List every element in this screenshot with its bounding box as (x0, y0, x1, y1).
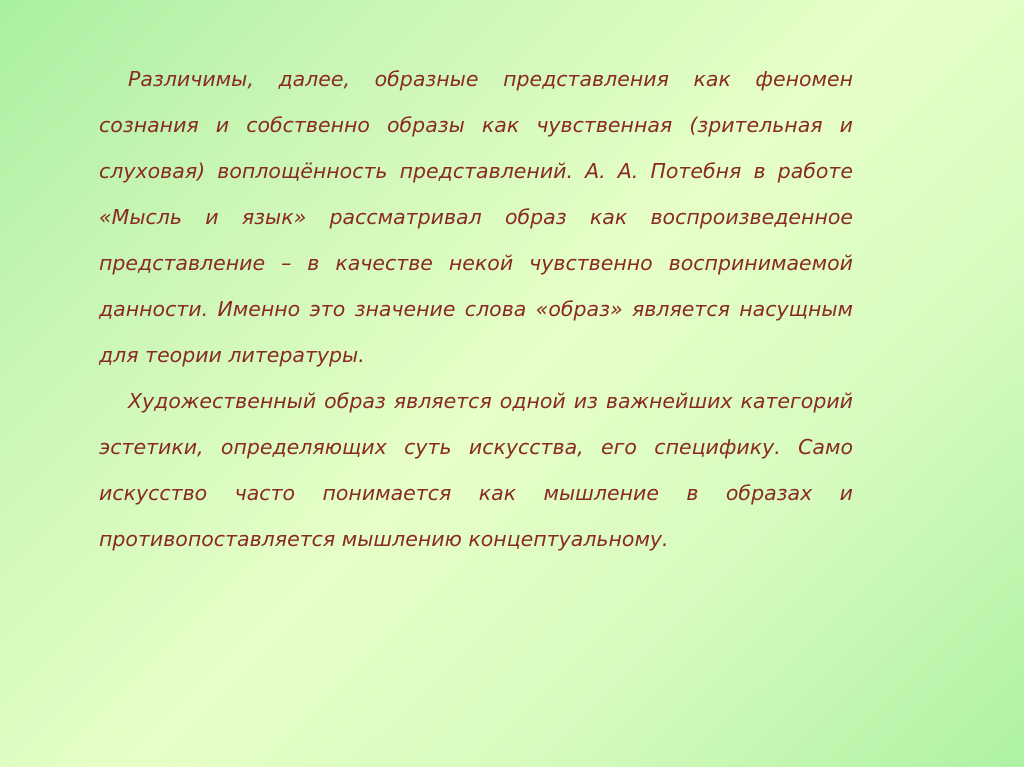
paragraph-artistic-image: Художественный образ является одной из важнейших категорий эстетики, определяющих суть искусства, его специфику. Само искусство часто понимается как мышление в образах и противопоставляется мышлению концептуальному. (99, 389, 853, 551)
slide-body-text (99, 56, 853, 562)
paragraph-figurative-representations: Различимы, далее, образные представления как феномен сознания и собственно образы как чувственная (зрительная и слуховая) воплощённость представлений. А. А. Потебня в работе «Мысль и язык» рассматривал образ как воспроизведенное представление – в качестве некой чувственно воспринимаемой данности. Именно это значение слова «образ» является насущным для теории литературы. (99, 67, 853, 367)
